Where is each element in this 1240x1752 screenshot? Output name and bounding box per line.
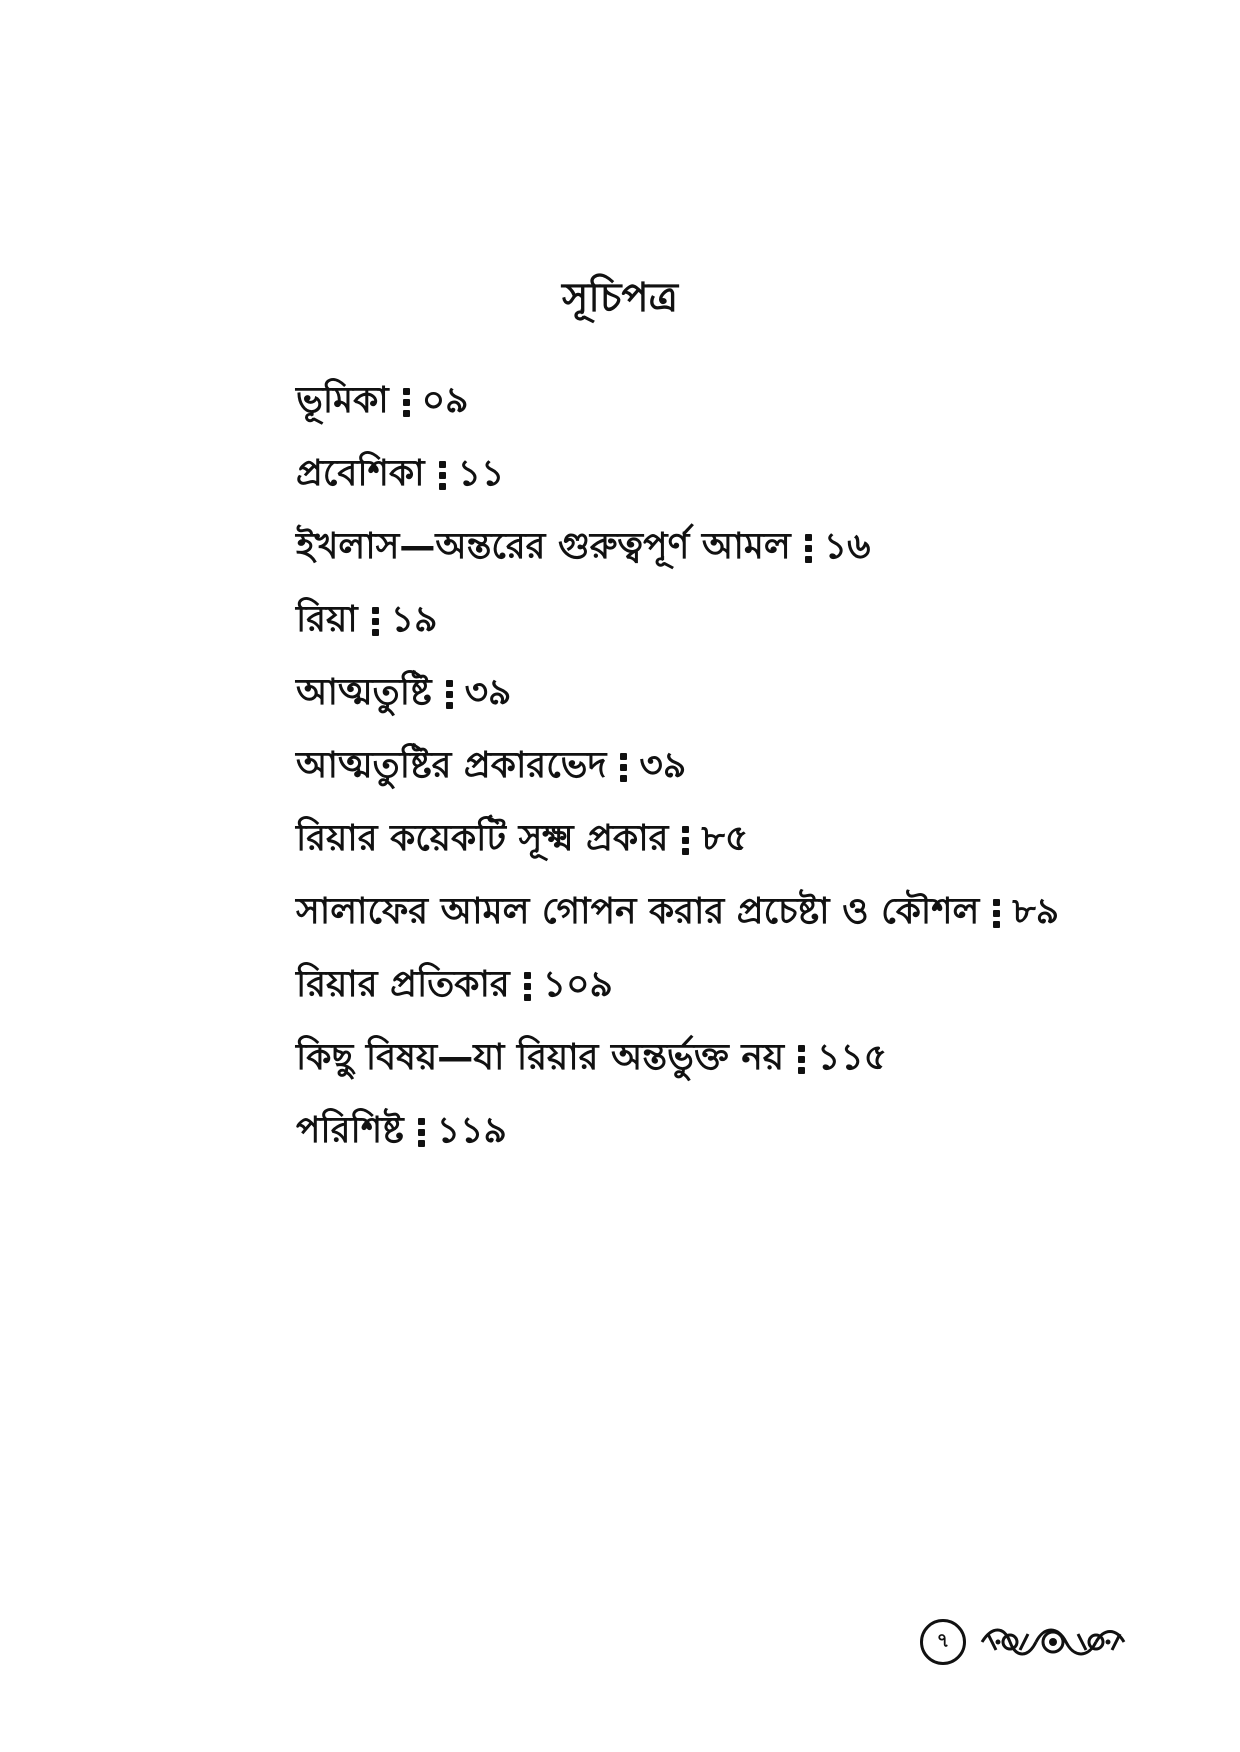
toc-entry-label: রিয়া (296, 598, 358, 640)
separator-icon (993, 896, 1000, 932)
toc-entry[interactable] (296, 1023, 1096, 1096)
toc-entry[interactable] (296, 512, 1096, 585)
toc-entry[interactable] (296, 804, 1096, 877)
toc-entry[interactable] (296, 658, 1096, 731)
toc-entry[interactable] (296, 877, 1096, 950)
toc-entry-label: রিয়ার কয়েকটি সূক্ষ্ম প্রকার (296, 817, 669, 859)
toc-entry[interactable] (296, 585, 1096, 658)
toc-entry-label: আত্মতুষ্টির প্রকারভেদ (296, 744, 607, 786)
toc-entry-label: আত্মতুষ্টি (296, 671, 432, 713)
toc-entry-page: ১১৫ (817, 1036, 888, 1078)
toc-entry-page: ১০৯ (542, 963, 613, 1005)
toc-entry[interactable] (296, 1096, 1096, 1169)
decorative-ornament-icon (978, 1620, 1128, 1664)
separator-icon (418, 1115, 425, 1151)
separator-icon (403, 385, 410, 421)
toc-entry-label: প্রবেশিকা (296, 452, 425, 494)
page-number: ৭ (920, 1619, 966, 1665)
toc-entry-page: ৮৫ (701, 817, 749, 859)
toc-entry-label: ভূমিকা (296, 379, 389, 421)
toc-entry-label: সালাফের আমল গোপন করার প্রচেষ্টা ও কৌশল (296, 890, 980, 932)
separator-icon (439, 458, 446, 494)
toc-entry-page: ১৯ (390, 598, 438, 640)
page-footer (920, 1612, 1128, 1672)
separator-icon (798, 1042, 805, 1078)
separator-icon (620, 750, 627, 786)
toc-entry-label: পরিশিষ্ট (296, 1109, 404, 1151)
toc-entry-page: ০৯ (421, 379, 469, 421)
separator-icon (372, 604, 379, 640)
separator-icon (805, 531, 812, 567)
toc-entry-page: ৩৯ (464, 671, 512, 713)
toc-entry-page: ৮৯ (1012, 890, 1060, 932)
separator-icon (446, 677, 453, 713)
toc-entry[interactable] (296, 366, 1096, 439)
toc-entry-label: রিয়ার প্রতিকার (296, 963, 510, 1005)
toc-entry[interactable] (296, 950, 1096, 1023)
table-of-contents (296, 366, 1096, 1169)
separator-icon (682, 823, 689, 859)
toc-entry-page: ১১৯ (436, 1109, 507, 1151)
toc-entry-label: কিছু বিষয়—যা রিয়ার অন্তর্ভুক্ত নয় (296, 1036, 785, 1078)
toc-entry-page: ১৬ (823, 525, 871, 567)
toc-entry-page: ১১ (457, 452, 505, 494)
toc-entry[interactable] (296, 439, 1096, 512)
separator-icon (524, 969, 531, 1005)
toc-entry[interactable] (296, 731, 1096, 804)
page-title: সূচিপত্র (562, 275, 678, 321)
toc-entry-page: ৩৯ (639, 744, 687, 786)
toc-entry-label: ইখলাস—অন্তরের গুরুত্বপূর্ণ আমল (296, 525, 791, 567)
